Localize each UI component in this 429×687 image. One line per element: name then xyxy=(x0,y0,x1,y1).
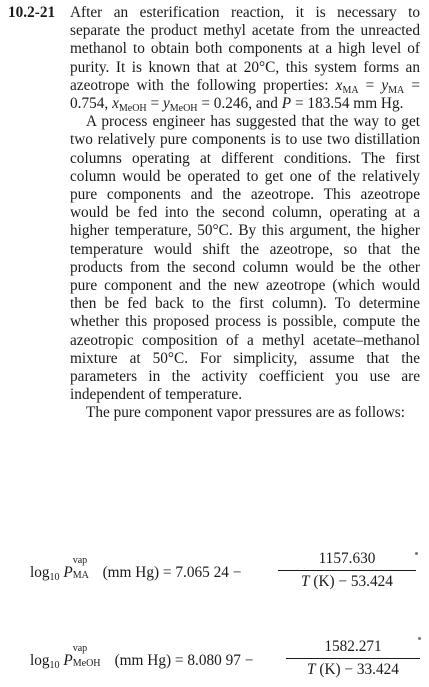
y-symbol: y xyxy=(162,95,170,113)
x-symbol: x xyxy=(112,95,119,113)
pressure-letter: P xyxy=(63,564,73,581)
log-base: 10 xyxy=(49,572,60,583)
fraction-denominator xyxy=(278,571,416,591)
pressure-letter: P xyxy=(63,652,73,669)
scripts xyxy=(72,555,99,581)
equals-sign: = xyxy=(146,95,163,113)
equation-lhs xyxy=(30,555,242,583)
problem-paragraph-2: A process engineer has suggested that the way to get two relatively pure components is to use two distillation columns operating at different conditions. The first column would be operated to get one of the relatively pure components and the azeotrope. This azeotrope would be fed into the second column, operating at a higher temperature, 50°C. By this argument, the higher temperature would shift the azeotrope, so that the products from the second column would be the other pure component and the new azeotrope (which would then be fed back to the first column). To determine whether this proposed process is possible, compute the azeotropic composition of a methyl acetate–methanol mixture at 50°C. For simplicity, assume that the parameters in the activity coefficient you use are independent of temperature. xyxy=(70,113,420,404)
denominator-rest: (K) − 33.424 xyxy=(315,661,399,678)
equation-rhs-constant: (mm Hg) = 8.080 97 − xyxy=(114,652,254,669)
equation-fraction xyxy=(286,638,420,679)
problem-paragraph-3: The pure component vapor pressures are as follows: xyxy=(86,404,406,422)
superscript-vap: vap xyxy=(72,555,88,566)
problem-block xyxy=(8,4,420,423)
vapor-pressure-equation-meoh xyxy=(30,636,422,686)
temperature-symbol: T xyxy=(307,661,316,678)
temperature-symbol: T xyxy=(301,573,310,590)
x-symbol: x xyxy=(335,76,343,94)
equation-rhs-constant: (mm Hg) = 7.065 24 − xyxy=(102,564,242,581)
problem-paragraph-1 xyxy=(70,4,420,113)
fraction-denominator xyxy=(286,659,420,679)
log-function: log xyxy=(30,652,50,669)
denominator-rest: (K) − 53.424 xyxy=(309,573,393,590)
azeotrope-value-meoh: = 0.246, and xyxy=(197,95,282,113)
y-subscript: MeOH xyxy=(169,103,198,115)
log-function: log xyxy=(30,564,50,581)
subscript-component: MeOH xyxy=(72,658,101,669)
y-subscript: MA xyxy=(388,84,405,96)
superscript-vap: vap xyxy=(72,643,88,654)
vapor-pressure-equation-ma xyxy=(30,548,422,598)
problem-number: 10.2-21 xyxy=(8,4,56,21)
equation-lhs xyxy=(30,643,254,671)
x-subscript: MA xyxy=(342,84,359,96)
paragraph-1-text: After an esterification reaction, it is necessary to separate the product methyl acetate from the unreacted methanol to obtain both components at a high level of purity. It is known that at 20°C, this system forms an azeotrope with the following properties: xyxy=(70,4,420,94)
scan-speck xyxy=(415,552,418,555)
azeotrope-value-ma: = 0.754, xyxy=(70,76,420,113)
problem-body xyxy=(70,4,420,423)
equals-sign: = xyxy=(358,76,382,94)
y-symbol: y xyxy=(381,76,389,94)
scripts xyxy=(72,643,111,669)
pressure-symbol: P xyxy=(281,95,292,113)
vapor-pressure-symbol xyxy=(63,643,110,670)
fraction-numerator: 1582.271 xyxy=(324,638,382,655)
equation-fraction xyxy=(278,550,416,591)
subscript-component: MA xyxy=(72,570,89,581)
vapor-pressure-symbol xyxy=(63,555,98,582)
scan-speck xyxy=(418,637,421,640)
x-subscript: MeOH xyxy=(118,103,147,115)
fraction-numerator: 1157.630 xyxy=(318,550,376,567)
log-base: 10 xyxy=(49,660,60,671)
pressure-value: = 183.54 mm Hg. xyxy=(291,95,404,113)
